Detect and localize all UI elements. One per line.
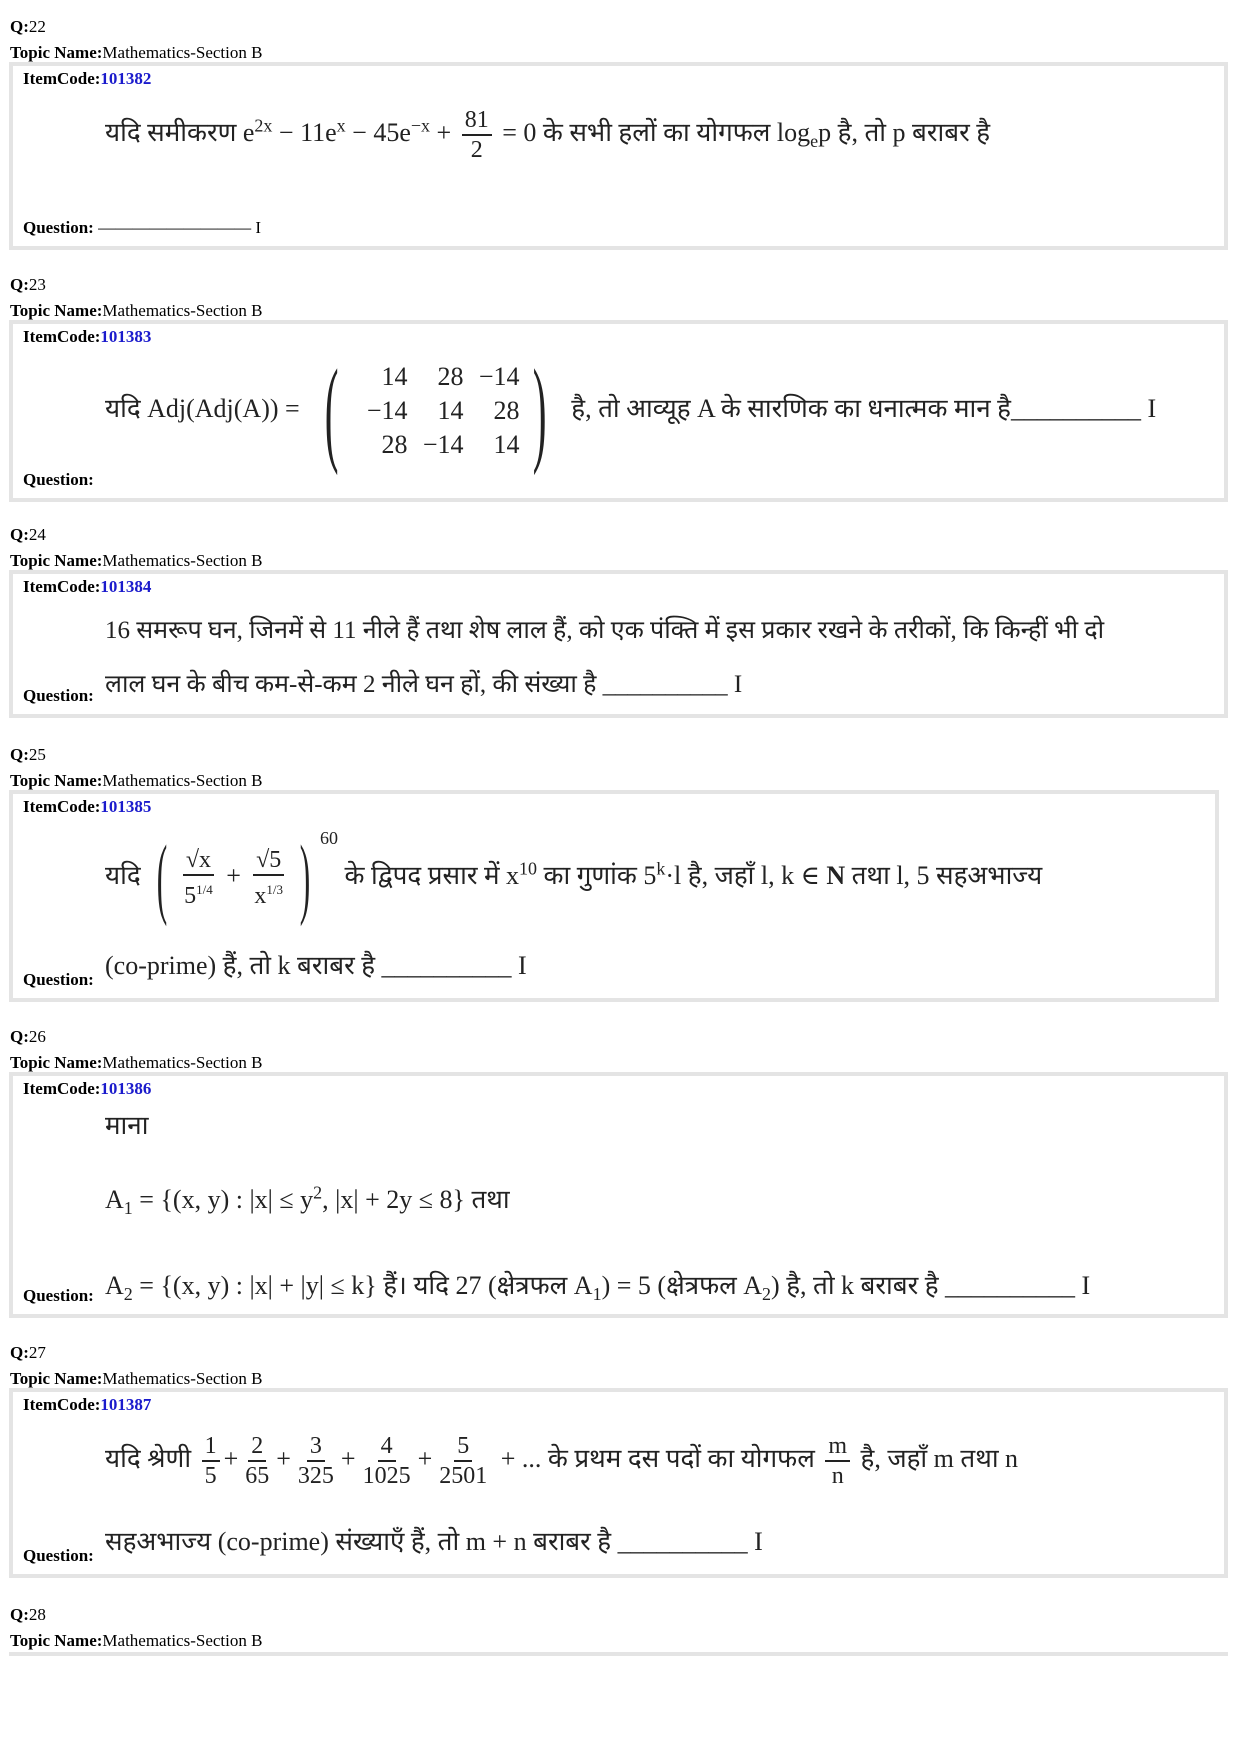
question-box-26 [9, 1072, 1228, 1318]
fraction: $\frac{81}{2}$ [462, 106, 492, 164]
question-box-25 [9, 790, 1219, 1002]
question-box-22 [9, 62, 1228, 250]
question-header-22 [10, 14, 262, 66]
question-text: यदि समीकरण $e^{2x} - 11e^x - 45e^{-x}$ + $\frac{81}{2}$ = 0 के सभी हलों का योगफल $\log_ep$ है, तो p बराबर है [105, 107, 991, 163]
question-label: Question: [23, 970, 94, 989]
question-text-line-2: (co-prime) हैं, तो k बराबर है __________ I [105, 951, 527, 980]
matrix: ( 14 28 −14 −14 14 28 28 −14 14 ) [324, 345, 547, 476]
item-code: ItemCode:101382 [23, 69, 152, 88]
question-header-27: Q:27 Topic Name:Mathematics-Section B [10, 1343, 263, 1388]
question-text-line-0: माना [105, 1111, 149, 1140]
question-text-line-1: 16 समरूप घन, जिनमें से 11 नीले हैं तथा शेष लाल हैं, को एक पंक्ति में इस प्रकार रखने के तरीकों, कि किन्हीं भी दो [105, 617, 1105, 644]
q-prefix: Q: [10, 17, 29, 36]
set-a2: $A_2 = \{(x$, y) : |x| + |y| ≤ k} हैं। यदि 27 (क्षेत्रफल $A_1) = 5$ (क्षेत्रफल $A_2$) है, तो k बराबर है __________ I [105, 1271, 1091, 1305]
question-box-27 [9, 1388, 1228, 1578]
item-code: ItemCode:101386 [23, 1079, 152, 1098]
question-header-25: Q:25 Topic Name:Mathematics-Section B [10, 745, 263, 790]
item-code: ItemCode:101383 [23, 327, 152, 346]
question-text-line-2: लाल घन के बीच कम-से-कम 2 नीले घन हों, की संख्या है __________ I [105, 671, 743, 698]
question-box-24 [9, 570, 1228, 718]
question-text: यदि ( $\frac{√x}{5^{1/4}}$ + $\frac{√5}{x^{1/3}}$ ) $^{60}$ के द्विपद प्रसार में $x^{10}$ का गुणांक $5^k\cdot l$ है, जहाँ l, k ∈ N तथा l, 5 सहअभाज्य [105, 828, 1043, 928]
question-label: Question: ————————— I [23, 218, 262, 237]
question-label: Question: [23, 1286, 94, 1305]
question-header-26: Q:26 Topic Name:Mathematics-Section B [10, 1027, 263, 1072]
question-label: Question: [23, 1546, 94, 1565]
question-text: यदि Adj(Adj(A)) = ( 14 28 −14 −14 14 28 28 −14 14 ) है, तो आव्यूह A के सारणिक का धनात्मक मान है__________ I [105, 345, 1157, 476]
question-text: यदि श्रेणी $\frac{1}{5}$ + $\frac{2}{65}$ + $\frac{3}{325}$ + $\frac{4}{1025}$ + $\frac{5}{2501}$ + ... के प्रथम दस पदों का योगफल $\frac{m}{n}$ है, जहाँ m तथा n [105, 1433, 1019, 1489]
question-number: 22 [28, 17, 46, 36]
question-label: Question: [23, 686, 94, 705]
topic-name: Mathematics-Section B [102, 43, 263, 62]
question-header-23: Q:23 Topic Name:Mathematics-Section B [10, 275, 263, 320]
item-code: ItemCode:101385 [23, 797, 152, 816]
topic-prefix: Topic Name: [10, 43, 103, 62]
item-code: ItemCode:101387 [23, 1395, 152, 1414]
question-text-line-2: सहअभाज्य (co-prime) संख्याएँ हैं, तो m + n बराबर है __________ I [105, 1527, 763, 1556]
question-header-24: Q:24 Topic Name:Mathematics-Section B [10, 525, 263, 570]
item-code: ItemCode:101384 [23, 577, 152, 596]
question-label: Question: [23, 470, 94, 489]
question-box-23 [9, 320, 1228, 502]
set-a1: $A_1 = \{(x$, y) : $|x| \le y^2$, |x| + 2y ≤ 8} तथा [105, 1182, 510, 1219]
divider [9, 1652, 1228, 1656]
question-header-28: Q:28 Topic Name:Mathematics-Section B [10, 1605, 263, 1650]
